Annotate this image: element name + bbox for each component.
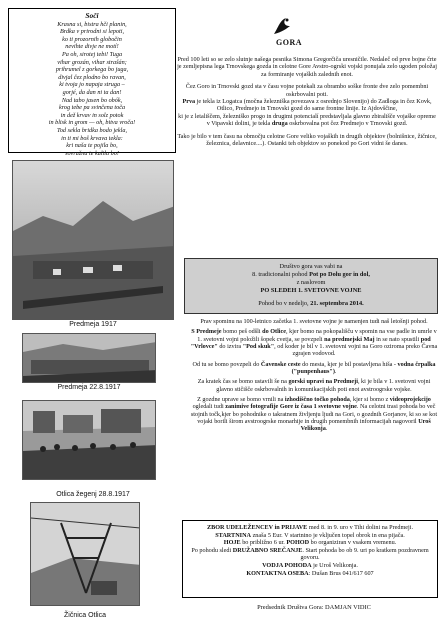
intro-bold: Prva (182, 98, 196, 106)
event-text-span: Od tu se bomo povzpeli do (192, 360, 261, 368)
poem-line: kri naša te pojila bo, (66, 142, 118, 150)
event-paragraph-3 (190, 361, 438, 376)
info-bold: VODJA POHODA (262, 561, 312, 569)
photo-predmeja-1917-08 (22, 333, 156, 383)
info-box (182, 520, 438, 598)
event-paragraph-5 (190, 396, 438, 433)
invitation-date (185, 300, 437, 308)
gora-logo (268, 14, 328, 46)
intro-paragraph-2 (176, 83, 438, 127)
landscape-photo-icon (31, 503, 140, 606)
info-line-1 (183, 524, 437, 532)
event-bold: gorski upravi na Predmeji (288, 378, 358, 386)
event-text-span: in se nato spustili (374, 335, 421, 343)
poem-line: Pa oh, sirotej tebi! Tuga (61, 50, 123, 58)
event-bold: Čavenske ceste (260, 360, 301, 368)
info-line-2 (183, 532, 437, 540)
info-bold: POHOD (286, 539, 310, 547)
landscape-photo-icon (13, 161, 174, 320)
landscape-photo-icon (23, 401, 156, 480)
poem-line: gorjé, da dan ni ta dan! (62, 88, 122, 96)
event-paragraph-2 (190, 328, 438, 357)
intro-bold: druga (271, 120, 288, 128)
photo-caption-4: Žičnica Otlica (63, 612, 106, 619)
intro-text-span: Čez Goro in Trnovski gozd sta v času vojne potekali za obrambo soške fronte dve zelo pomembni oskrbovalni poti. (185, 83, 429, 98)
event-text-span: bomo peš odšli (221, 328, 263, 336)
event-bold: pod "Vrlovce" (190, 335, 431, 351)
photo-predmeja-1917 (12, 160, 174, 320)
poem-line: sovražna te kalila bo! (65, 149, 119, 157)
poem-line: in ti mi boš krvava tekla: (61, 134, 123, 142)
info-line-3 (183, 539, 437, 547)
event-text-span: , od koder je bil v 1. svetovni vojni na Goro oziroma preko Čavna zgrajen vodovod. (274, 343, 438, 358)
event-text-span: . (334, 368, 337, 376)
photo-caption-2: Predmeja 22.8.1917 (57, 384, 121, 391)
photo-otlica-zegenj (22, 400, 156, 480)
event-bold: izhodiščno točko pohoda (284, 396, 350, 404)
event-paragraph-4 (190, 378, 438, 393)
event-text-span: do izvira (217, 343, 243, 351)
info-text-span: Po pohodu sledi (191, 546, 233, 554)
event-bold: videoprojekcijo (389, 396, 431, 404)
invitation-bold: Pot po Dolu gor in dol, (309, 271, 370, 278)
event-text-span: . Na celotni trasi pohoda bo več stojnih točk,kjer bo pohodnike o takratnem življenju ljudi na Gori, o gozdnih Gorjanov, ki so se kot vojaki borili širom avstroogrske monarhije in drugih pomembnih informacijah nagovoril (190, 403, 438, 426)
poem-line: ko ti prozornih globočin (62, 35, 122, 43)
intro-text (176, 56, 438, 152)
poem-line: Tod sekla bridka bodo jekla, (56, 126, 128, 134)
poem-line: Krasna si, bistra hči planin, (57, 20, 127, 28)
poem-title: Soči (85, 11, 99, 20)
event-bold: Uroš Velikonja (300, 418, 431, 433)
poem-line: krog tebe pa svinčena toča (58, 104, 126, 112)
poem-line: Nad tabo jasen bo obók, (61, 96, 123, 104)
info-text-span: bo približno 6 ur. (240, 539, 287, 547)
invitation-line-2 (185, 271, 437, 279)
poem-line: divjal čez plodno bo ravan, (58, 73, 126, 81)
photo-caption-1: Predmeja 1917 (69, 321, 117, 328)
invitation-bold: 21. septembra 2014. (310, 300, 364, 307)
event-text-span: do mesta, kjer je bil postavljena hiša - (300, 360, 398, 368)
president-signature: Predsednik Društva Gora: DAMJAN VIDIC (257, 604, 371, 611)
info-line-6 (183, 570, 437, 578)
poem-box (8, 8, 176, 157)
event-text-span: ogledali tudi (192, 403, 226, 411)
event-text-span: Za kratek čas se bomo ustavili še na (197, 378, 289, 386)
event-paragraph-1: Prav spominu na 100-letnico začetka 1. svetovne vojne je namenjen tudi naš letošnji pohod. (200, 318, 428, 325)
info-bold: DRUŽABNO SREČANJE (232, 546, 303, 554)
poem-lines (9, 21, 175, 158)
event-bold: do Otlice (262, 328, 287, 336)
photo-caption-3: Otlica žegenj 28.8.1917 (56, 491, 130, 498)
info-line-4 (183, 547, 437, 562)
event-text-span: . (325, 425, 328, 433)
poem-line: vihar grozán, vihar strašán; (57, 58, 127, 66)
landscape-photo-icon (23, 334, 156, 383)
mountain-bird-icon (270, 14, 300, 40)
info-text-span: med 8. in 9. uro v Tihi dolini na Predmeji. (307, 524, 414, 531)
event-bold: vodna črpalka ("punpenhaus") (291, 360, 436, 376)
intro-text-span: oskrbovalna pot čez Predmejo v Trnovski gozd. (287, 120, 408, 128)
info-text-span: . Start pohoda bo ob 9. uri po kratkem pozdravnem govoru. (300, 546, 429, 562)
info-line-5 (183, 562, 437, 570)
invitation-title: PO SLEDEH 1. SVETOVNE VOJNE (260, 287, 362, 294)
intro-text-span: je tekla iz Logatca (močna železniška povezava z osrednjo Slovenijo) do Zadloga in čez Kovk, Otlico, Predmejo in Trnovski gozd do same frontne linije. Iz Ajdovščine, (195, 98, 432, 113)
poem-line: prihrumel z gorkega bo juga, (55, 66, 129, 74)
event-text-span: , kjer bomo na pokopališču v spomin na vse padle in umrle v 1. svetovni vojni položili šopek cvetja, se povzpeli (197, 328, 437, 343)
poem-line: ki tvoja jo napaja struga – (59, 81, 125, 89)
info-bold: KONTAKTNA OSEBA (246, 569, 309, 577)
poem-line: in dež krvav in solz potok (60, 111, 124, 119)
event-bold: "Pod skuk" (242, 343, 275, 351)
invitation-text-span: Pohod bo v nedeljo, (258, 300, 311, 307)
info-bold: STARTNINA (215, 531, 252, 539)
event-bold: S Predmeje (191, 328, 222, 336)
info-text-span: : Dušan Brus 041/617 607 (308, 569, 374, 577)
intro-paragraph-3: Tako je bilo v tem času na območju celotne Gore veliko vojaških in drugih objektov (bolnišnice, žičnice, železnica, delavnice....). Ostanki teh objektov so ponekod po Gori vidni še danes. (177, 132, 437, 148)
poem-line: nevihte divje ne motí! (65, 43, 119, 51)
info-bold: HOJE (223, 539, 241, 547)
info-bold: ZBOR UDELEŽENCEV in PRIJAVE (206, 524, 308, 531)
logo-text: GORA (276, 38, 302, 47)
invitation-box (184, 258, 438, 314)
invitation-text-span: 8. tradicionalni pohod (252, 271, 310, 278)
event-bold: na predmejski Maj (324, 335, 375, 343)
event-description (190, 318, 438, 436)
event-bold: zanimive fotografije Gore iz časa 1 svetovne vojne (225, 403, 357, 411)
invitation-line-1: Društvo gora vas vabi na (279, 263, 343, 270)
info-text-span: znaša 5 Eur. V startnino je vključen topel obrok in ena pijača. (251, 531, 405, 539)
photo-zicnica-otlica (30, 502, 140, 606)
event-text-span: Z gozdne uprave se bomo vrnili na (197, 396, 285, 404)
event-text-span: , ki je bila v 1. svetovni vojni glavno stičišče oskrbovalnih in komunikacijskih poti enot avstroogrske vojske. (216, 378, 431, 393)
info-text-span: bo organiziran v vsakem vremenu. (309, 539, 397, 547)
intro-text-span: ki je z letališčem, železniško progo in drugimi potencialí predstavljala glavno zbirališče vojaške opreme v Vipavski dolini, je tekla (178, 112, 436, 128)
poem-line: Brdka v prirodni si lepoti, (60, 28, 124, 36)
invitation-line-3: z naslovom (296, 279, 326, 286)
info-text-span: je Uroš Velikonja. (311, 561, 358, 569)
poem-line: in blisk in grom — oh, bitva vroča! (48, 119, 136, 127)
intro-paragraph-1: Pred 100 leti so se zelo slutnje našega pesnika Simona Gregorčiča uresničile. Nedaleč od prve bojne črte je zemljepisna lega Trnovskega gozda in celotne Gore Avstro-ogrski vojski ponujala zelo ugoden položaj za formiranje vojaških zalednih enot. (177, 56, 437, 78)
event-text-span: , kjer si bomo z (349, 396, 390, 404)
